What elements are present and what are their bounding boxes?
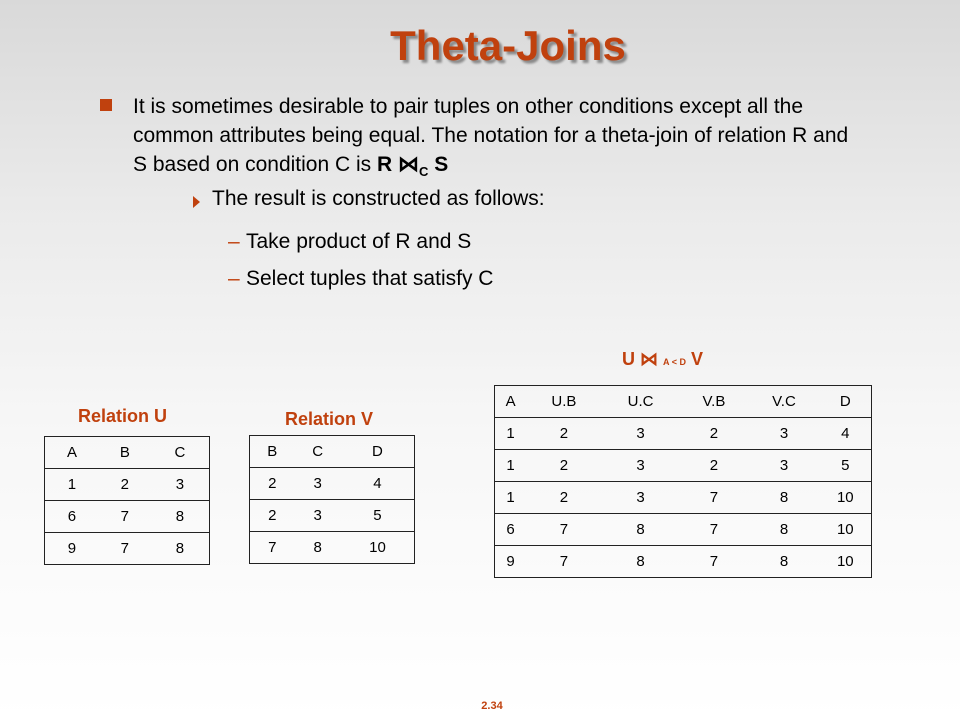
header-row (45, 437, 210, 469)
table-cell: 6 (495, 514, 527, 546)
table-cell: 10 (820, 482, 872, 514)
table-cell: 3 (295, 468, 341, 500)
subbullet-text: The result is constructed as follows: (212, 187, 545, 210)
column-header: D (820, 386, 872, 418)
column-header: A (45, 437, 99, 469)
table-row (495, 418, 872, 450)
table-cell: 2 (526, 482, 601, 514)
table-cell: 2 (526, 450, 601, 482)
table-cell: 3 (602, 450, 680, 482)
header-row (495, 386, 872, 418)
table-row (495, 450, 872, 482)
column-header: V.B (680, 386, 749, 418)
table-cell: 4 (820, 418, 872, 450)
table-cell: 2 (99, 469, 151, 501)
table-cell: 7 (99, 533, 151, 565)
table-cell: 7 (526, 546, 601, 578)
table-row (45, 533, 210, 565)
header-row (250, 436, 415, 468)
table-cell: 7 (250, 532, 295, 564)
table-cell: 1 (495, 482, 527, 514)
table-cell: 9 (495, 546, 527, 578)
table-cell: 5 (341, 500, 415, 532)
table-cell: 7 (99, 501, 151, 533)
result-table (494, 385, 872, 578)
table-cell: 8 (748, 546, 819, 578)
table-cell: 8 (602, 546, 680, 578)
table-row (495, 514, 872, 546)
notation-join-symbol: ⋈ (398, 153, 420, 176)
table-row (250, 500, 415, 532)
table-cell: 8 (151, 533, 210, 565)
table-cell: 8 (602, 514, 680, 546)
square-bullet-icon (100, 99, 112, 111)
table-cell: 8 (748, 482, 819, 514)
result-caption (622, 349, 703, 370)
column-header: C (151, 437, 210, 469)
table-row (45, 501, 210, 533)
table-cell: 2 (526, 418, 601, 450)
notation-right: S (434, 153, 449, 176)
result-left: U (622, 349, 635, 369)
table-cell: 2 (680, 450, 749, 482)
table-cell: 1 (495, 450, 527, 482)
column-header: D (341, 436, 415, 468)
table-row (45, 469, 210, 501)
table-cell: 8 (151, 501, 210, 533)
column-header: U.B (526, 386, 601, 418)
table-row (250, 532, 415, 564)
result-condition: A < D (663, 357, 686, 367)
relation-v-table (249, 435, 415, 564)
table-cell: 3 (602, 418, 680, 450)
table-cell: 7 (680, 482, 749, 514)
table-cell: 1 (45, 469, 99, 501)
table-cell: 6 (45, 501, 99, 533)
relation-u-caption: Relation U (78, 406, 168, 426)
table-cell: 1 (495, 418, 527, 450)
result-join-symbol: ⋈ (640, 349, 659, 369)
column-header: B (250, 436, 295, 468)
table-cell: 7 (680, 546, 749, 578)
table-cell: 7 (526, 514, 601, 546)
table-row (495, 482, 872, 514)
table-cell: 8 (748, 514, 819, 546)
table-cell: 2 (250, 500, 295, 532)
slide-title: Theta-Joins (390, 22, 626, 69)
table-cell: 4 (341, 468, 415, 500)
dash-bullet: – (228, 230, 240, 253)
relation-u-table (44, 436, 210, 565)
table-cell: 7 (680, 514, 749, 546)
step-item-2: Select tuples that satisfy C (246, 267, 494, 290)
dash-bullet: – (228, 267, 240, 290)
column-header: V.C (748, 386, 819, 418)
join-notation (377, 153, 449, 180)
result-right: V (690, 349, 703, 369)
notation-subscript: C (419, 164, 429, 180)
step-item-1: Take product of R and S (246, 230, 472, 253)
table-cell: 9 (45, 533, 99, 565)
table-cell: 5 (820, 450, 872, 482)
table-cell: 3 (748, 418, 819, 450)
table-cell: 2 (680, 418, 749, 450)
column-header: A (495, 386, 527, 418)
column-header: U.C (602, 386, 680, 418)
bullet-paragraph (133, 92, 853, 186)
bullet-text: It is sometimes desirable to pair tuples on other conditions except all the common attributes being equal. The notation for a theta-join of relation R and S based on condition C is (133, 95, 849, 176)
table-row (495, 546, 872, 578)
table-cell: 10 (341, 532, 415, 564)
table-cell: 3 (602, 482, 680, 514)
table-row (250, 468, 415, 500)
arrow-bullet-icon (193, 196, 200, 208)
table-cell: 8 (295, 532, 341, 564)
table-cell: 3 (295, 500, 341, 532)
table-cell: 10 (820, 514, 872, 546)
table-cell: 10 (820, 546, 872, 578)
table-cell: 2 (250, 468, 295, 500)
column-header: C (295, 436, 341, 468)
notation-left: R (377, 153, 393, 176)
table-cell: 3 (748, 450, 819, 482)
table-cell: 3 (151, 469, 210, 501)
relation-v-caption: Relation V (285, 409, 374, 429)
page-number: 2.34 (481, 700, 503, 712)
column-header: B (99, 437, 151, 469)
